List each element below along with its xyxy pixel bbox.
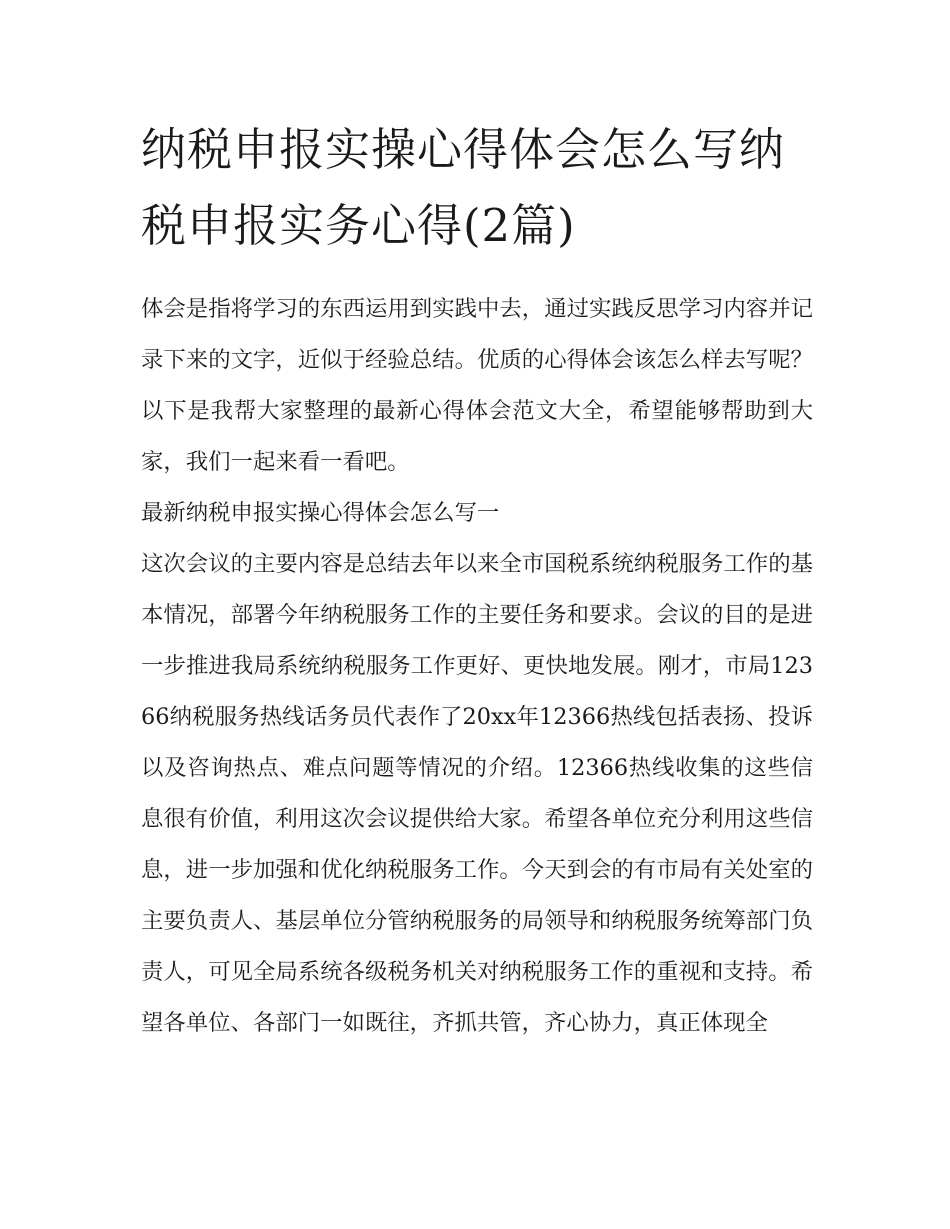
section-heading: 最新纳税申报实操心得体会怎么写一 [141, 500, 500, 526]
document-title: 纳税申报实操心得体会怎么写纳税申报实务心得(2篇) [141, 123, 786, 252]
document-content [141, 112, 813, 1049]
intro-paragraph: 体会是指将学习的东西运用到实践中去，通过实践反思学习内容并记录下来的文字，近似于经验总结。优质的心得体会该怎么样去写呢？以下是我帮大家整理的最新心得体会范文大全，希望能够帮助到大家，我们一起来看一看吧。 [141, 296, 813, 475]
body-paragraph: 这次会议的主要内容是总结去年以来全市国税系统纳税服务工作的基本情况，部署今年纳税服务工作的主要任务和要求。会议的目的是进一步推进我局系统纳税服务工作更好、更快地发展。刚才，市局12366纳税服务热线话务员代表作了20xx年12366热线包括表扬、投诉以及咨询热点、难点问题等情况的介绍。12366热线收集的这些信息很有价值，利用这次会议提供给大家。希望各单位充分利用这些信息，进一步加强和优化纳税服务工作。今天到会的有市局有关处室的主要负责人、基层单位分管纳税服务的局领导和纳税服务统筹部门负责人，可见全局系统各级税务机关对纳税服务工作的重视和支持。希望各单位、各部门一如既往，齐抓共管，齐心协力，真正体现全 [141, 551, 813, 1036]
